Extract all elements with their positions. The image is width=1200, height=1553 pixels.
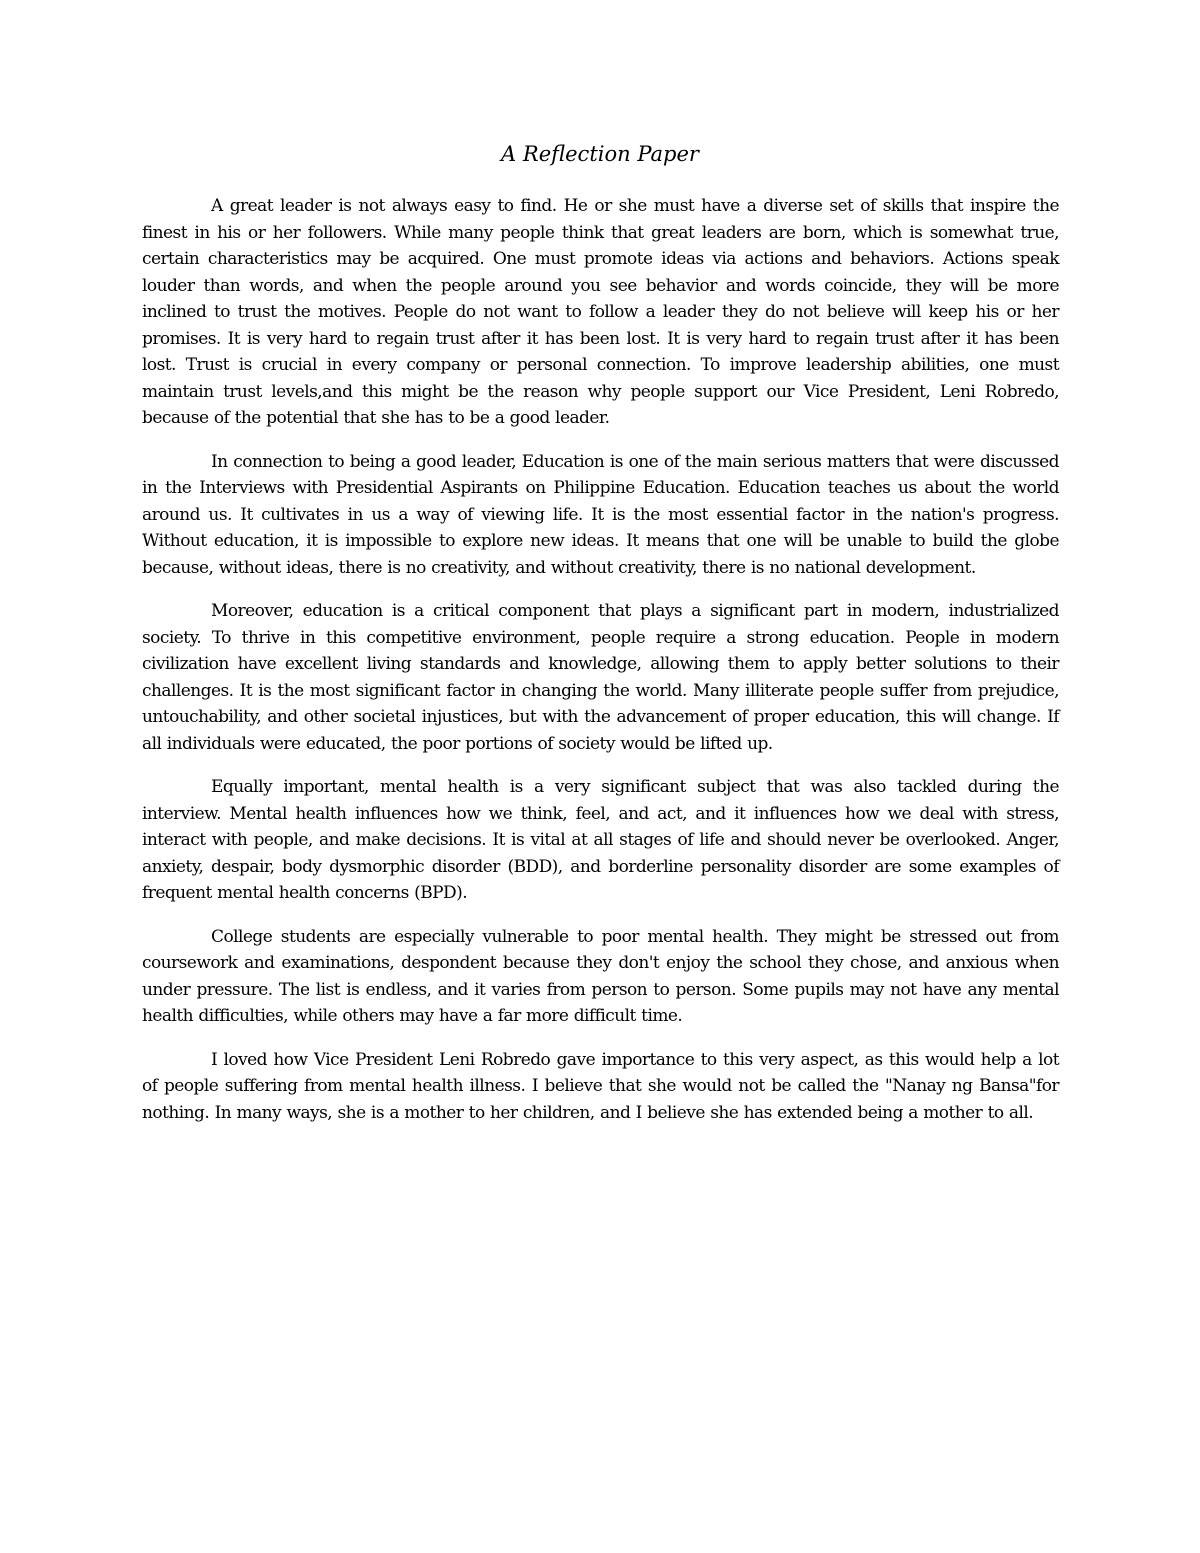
paragraph-conclusion: I loved how Vice President Leni Robredo gave importance to this very aspect, as this would help a lot of people suffering from mental health illness. I believe that she would not be called the "Nanay ng Bansa"for nothing. In many ways, she is a mother to her children, and I believe she has extended being a mother to all. xyxy=(142,1049,1059,1123)
document-body xyxy=(142,193,1059,1143)
paragraph-mental-health: Equally important, mental health is a very significant subject that was also tackled during the interview. Mental health influences how we think, feel, and act, and it influences how we deal with stress, interact with people, and make decisions. It is vital at all stages of life and should never be overlooked. Anger, anxiety, despair, body dysmorphic disorder (BDD), and borderline personality disorder are some examples of frequent mental health concerns (BPD). xyxy=(142,777,1059,903)
document-title: A Reflection Paper xyxy=(501,142,699,166)
paragraph-college-students: College students are especially vulnerable to poor mental health. They might be stressed out from coursework and examinations, despondent because they don't enjoy the school they chose, and anxious when under pressure. The list is endless, and it varies from person to person. Some pupils may not have any mental health difficulties, while others may have a far more difficult time. xyxy=(142,926,1059,1026)
paragraph-leadership: A great leader is not always easy to find. He or she must have a diverse set of skills that inspire the finest in his or her followers. While many people think that great leaders are born, which is somewhat true, certain characteristics may be acquired. One must promote ideas via actions and behaviors. Actions speak louder than words, and when the people around you see behavior and words coincide, they will be more inclined to trust the motives. People do not want to follow a leader they do not believe will keep his or her promises. It is very hard to regain trust after it has been lost. It is very hard to regain trust after it has been lost. Trust is crucial in every company or personal connection. To improve leadership abilities, one must maintain trust levels,and this might be the reason why people support our Vice President, Leni Robredo, because of the potential that she has to be a good leader. xyxy=(142,196,1059,428)
paragraph-education: In connection to being a good leader, Education is one of the main serious matters that were discussed in the Interviews with Presidential Aspirants on Philippine Education. Education teaches us about the world around us. It cultivates in us a way of viewing life. It is the most essential factor in the nation's progress. Without education, it is impossible to explore new ideas. It means that one will be unable to build the globe because, without ideas, there is no creativity, and without creativity, there is no national development. xyxy=(142,451,1059,578)
paragraph-modern-society: Moreover, education is a critical component that plays a significant part in modern, industrialized society. To thrive in this competitive environment, people require a strong education. People in modern civilization have excellent living standards and knowledge, allowing them to apply better solutions to their challenges. It is the most significant factor in changing the world. Many illiterate people suffer from prejudice, untouchability, and other societal injustices, but with the advancement of proper education, this will change. If all individuals were educated, the poor portions of society would be lifted up. xyxy=(142,601,1059,754)
